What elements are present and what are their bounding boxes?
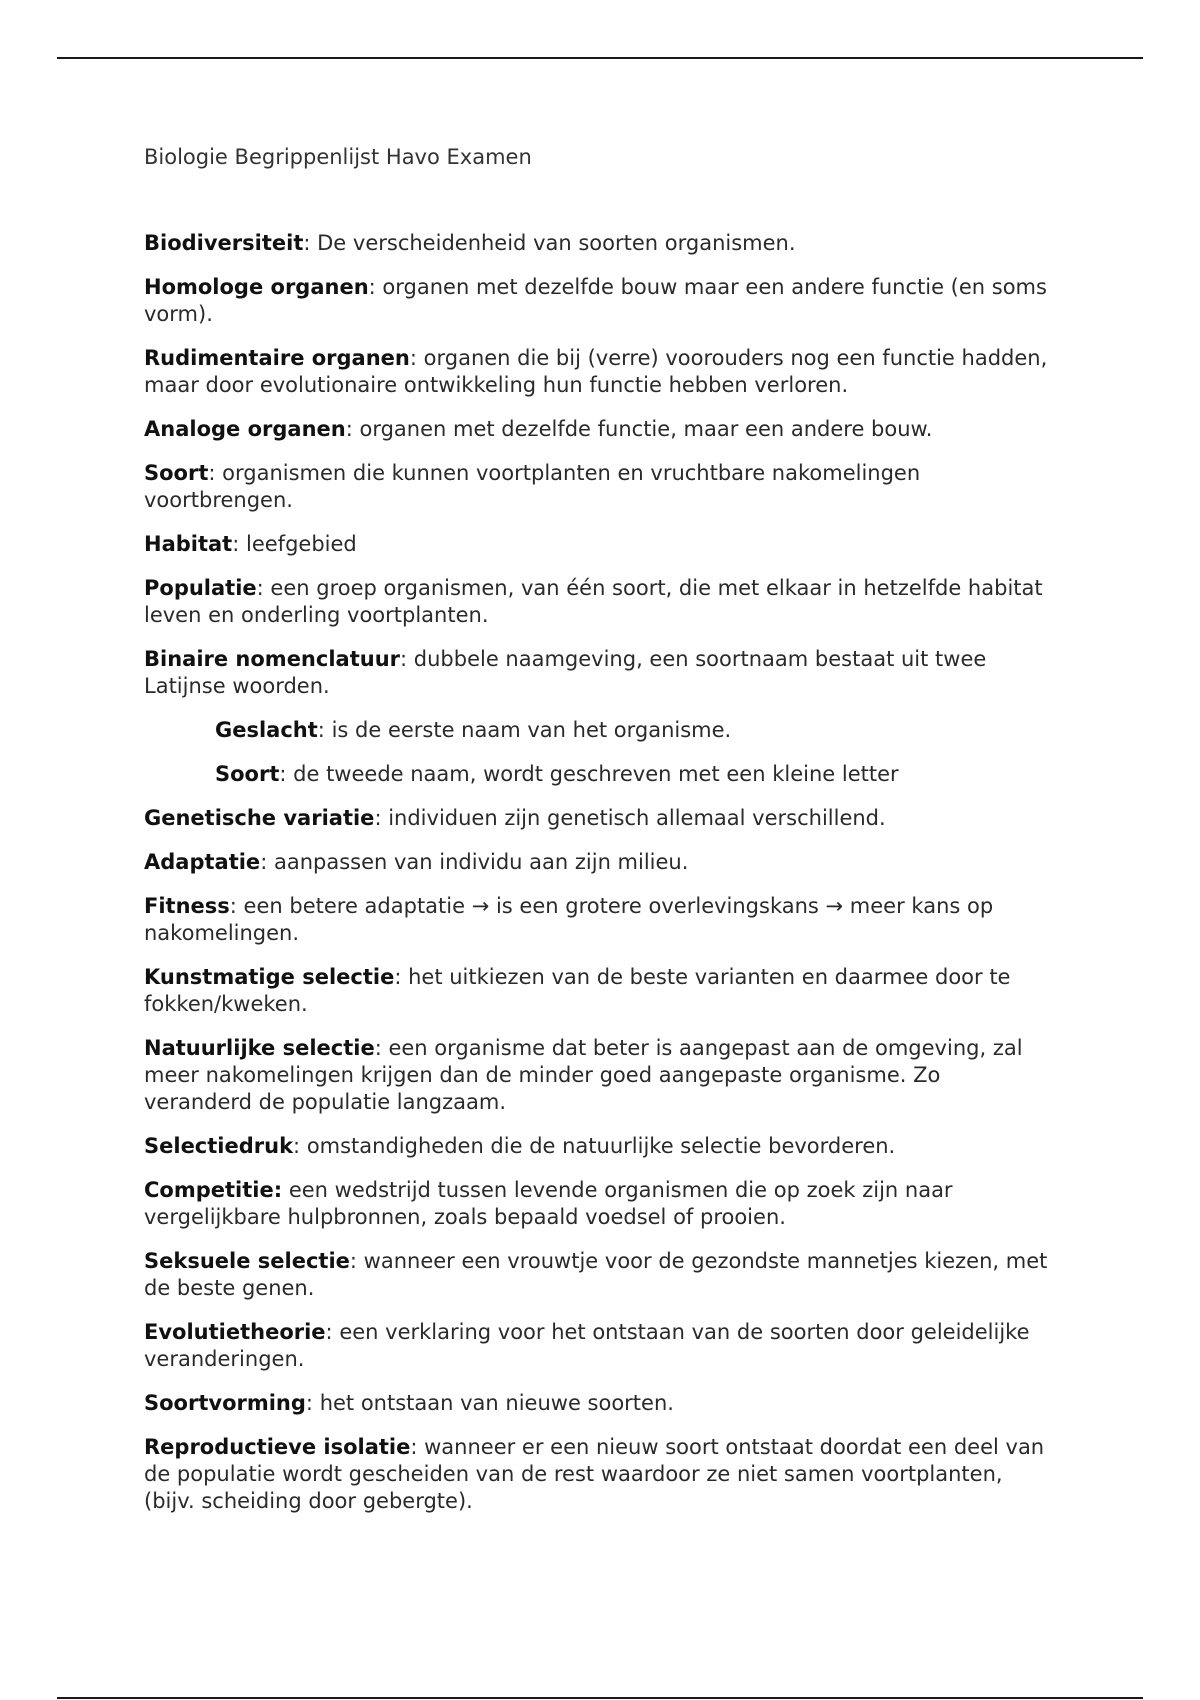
term-label: Binaire nomenclatuur [144,647,400,671]
term-entry [144,1035,1054,1116]
term-separator: : [394,965,409,989]
subterm-entry [215,717,1054,744]
term-label: Soort [144,461,209,485]
term-label: Homologe organen [144,275,369,299]
term-definition: de tweede naam, wordt geschreven met een kleine letter [293,762,899,786]
footer-rule [57,1697,1143,1699]
term-definition: omstandigheden die de natuurlijke selectie bevorderen. [306,1134,896,1158]
term-label: Soortvorming [144,1391,306,1415]
term-definition: een verklaring voor het ontstaan van de soorten door geleidelijke veranderingen. [144,1320,1030,1371]
term-list [144,230,1054,1532]
term-entry [144,893,1054,947]
term-separator [282,1178,289,1202]
term-label: Competitie: [144,1178,283,1202]
term-separator: : [325,1320,340,1344]
term-definition: organen met dezelfde functie, maar een andere bouw. [359,417,933,441]
term-definition: een wedstrijd tussen levende organismen die op zoek zijn naar vergelijkbare hulpbronnen, zoals bepaald voedsel of prooien. [144,1178,953,1229]
term-definition: De verscheidenheid van soorten organismen. [317,231,796,255]
page-title: Biologie Begrippenlijst Havo Examen [144,145,532,169]
term-entry [144,1133,1054,1160]
term-separator: : [208,461,223,485]
term-definition: een betere adaptatie → is een grotere overlevingskans → meer kans op nakomelingen. [144,894,994,945]
term-entry [144,1434,1054,1515]
term-entry [144,416,1054,443]
term-label: Populatie [144,576,257,600]
term-label: Evolutietheorie [144,1320,326,1344]
term-label: Selectiedruk [144,1134,294,1158]
term-entry [144,274,1054,328]
term-definition: leefgebied [246,532,357,556]
term-label: Genetische variatie [144,806,375,830]
term-entry [144,805,1054,832]
term-separator: : [374,806,389,830]
term-separator: : [293,1134,307,1158]
term-separator: : [303,231,318,255]
term-definition: een organisme dat beter is aangepast aan de omgeving, zal meer nakomelingen krijgen dan de minder goed aangepaste organisme. Zo veranderd de populatie langzaam. [144,1036,1023,1114]
term-entry [144,1390,1054,1417]
term-label: Natuurlijke selectie [144,1036,375,1060]
term-entry [144,1319,1054,1373]
term-separator: : [374,1036,389,1060]
term-label: Kunstmatige selectie [144,965,395,989]
term-label: Rudimentaire organen [144,346,410,370]
term-entry [144,345,1054,399]
term-definition: aanpassen van individu aan zijn milieu. [273,850,689,874]
term-separator: : [256,576,271,600]
term-entry [144,460,1054,514]
term-definition: organen met dezelfde bouw maar een andere functie (en soms vorm). [144,275,1047,326]
term-definition: dubbele naamgeving, een soortnaam bestaat uit twee Latijnse woorden. [144,647,987,698]
subterm-entry [215,761,1054,788]
term-separator: : [260,850,274,874]
term-label: Soort [215,762,280,786]
term-label: Adaptatie [144,850,261,874]
term-label: Reproductieve isolatie [144,1435,411,1459]
term-entry [144,964,1054,1018]
term-separator: : [368,275,383,299]
header-rule [57,57,1143,59]
term-definition: een groep organismen, van één soort, die met elkaar in hetzelfde habitat leven en onderling voortplanten. [144,576,1043,627]
term-separator: : [409,346,424,370]
term-definition: wanneer er een nieuw soort ontstaat doordat een deel van de populatie wordt gescheiden van de rest waardoor ze niet samen voortplanten, (bijv. scheiding door gebergte). [144,1435,1045,1513]
term-separator: : [232,532,246,556]
term-separator: : [317,718,332,742]
term-separator: : [305,1391,320,1415]
term-label: Geslacht [215,718,318,742]
term-label: Analoge organen [144,417,346,441]
term-entry [144,849,1054,876]
term-definition: is de eerste naam van het organisme. [331,718,732,742]
term-separator: : [345,417,360,441]
term-separator: : [229,894,244,918]
term-separator: : [279,762,294,786]
term-separator: : [400,647,414,671]
term-definition: het uitkiezen van de beste varianten en daarmee door te fokken/kweken. [144,965,1011,1016]
term-definition: wanneer een vrouwtje voor de gezondste mannetjes kiezen, met de beste genen. [144,1249,1048,1300]
term-entry [144,1177,1054,1231]
term-entry [144,531,1054,558]
term-definition: organismen die kunnen voortplanten en vruchtbare nakomelingen voortbrengen. [144,461,921,512]
term-separator: : [349,1249,364,1273]
term-entry [144,1248,1054,1302]
term-separator: : [410,1435,425,1459]
term-entry [144,230,1054,257]
term-definition: het ontstaan van nieuwe soorten. [319,1391,674,1415]
term-entry [144,575,1054,629]
term-label: Seksuele selectie [144,1249,350,1273]
term-definition: organen die bij (verre) voorouders nog een functie hadden, maar door evolutionaire ontwikkeling hun functie hebben verloren. [144,346,1048,397]
term-label: Habitat [144,532,233,556]
term-entry [144,646,1054,700]
term-label: Biodiversiteit [144,231,304,255]
term-label: Fitness [144,894,230,918]
term-definition: individuen zijn genetisch allemaal verschillend. [388,806,886,830]
